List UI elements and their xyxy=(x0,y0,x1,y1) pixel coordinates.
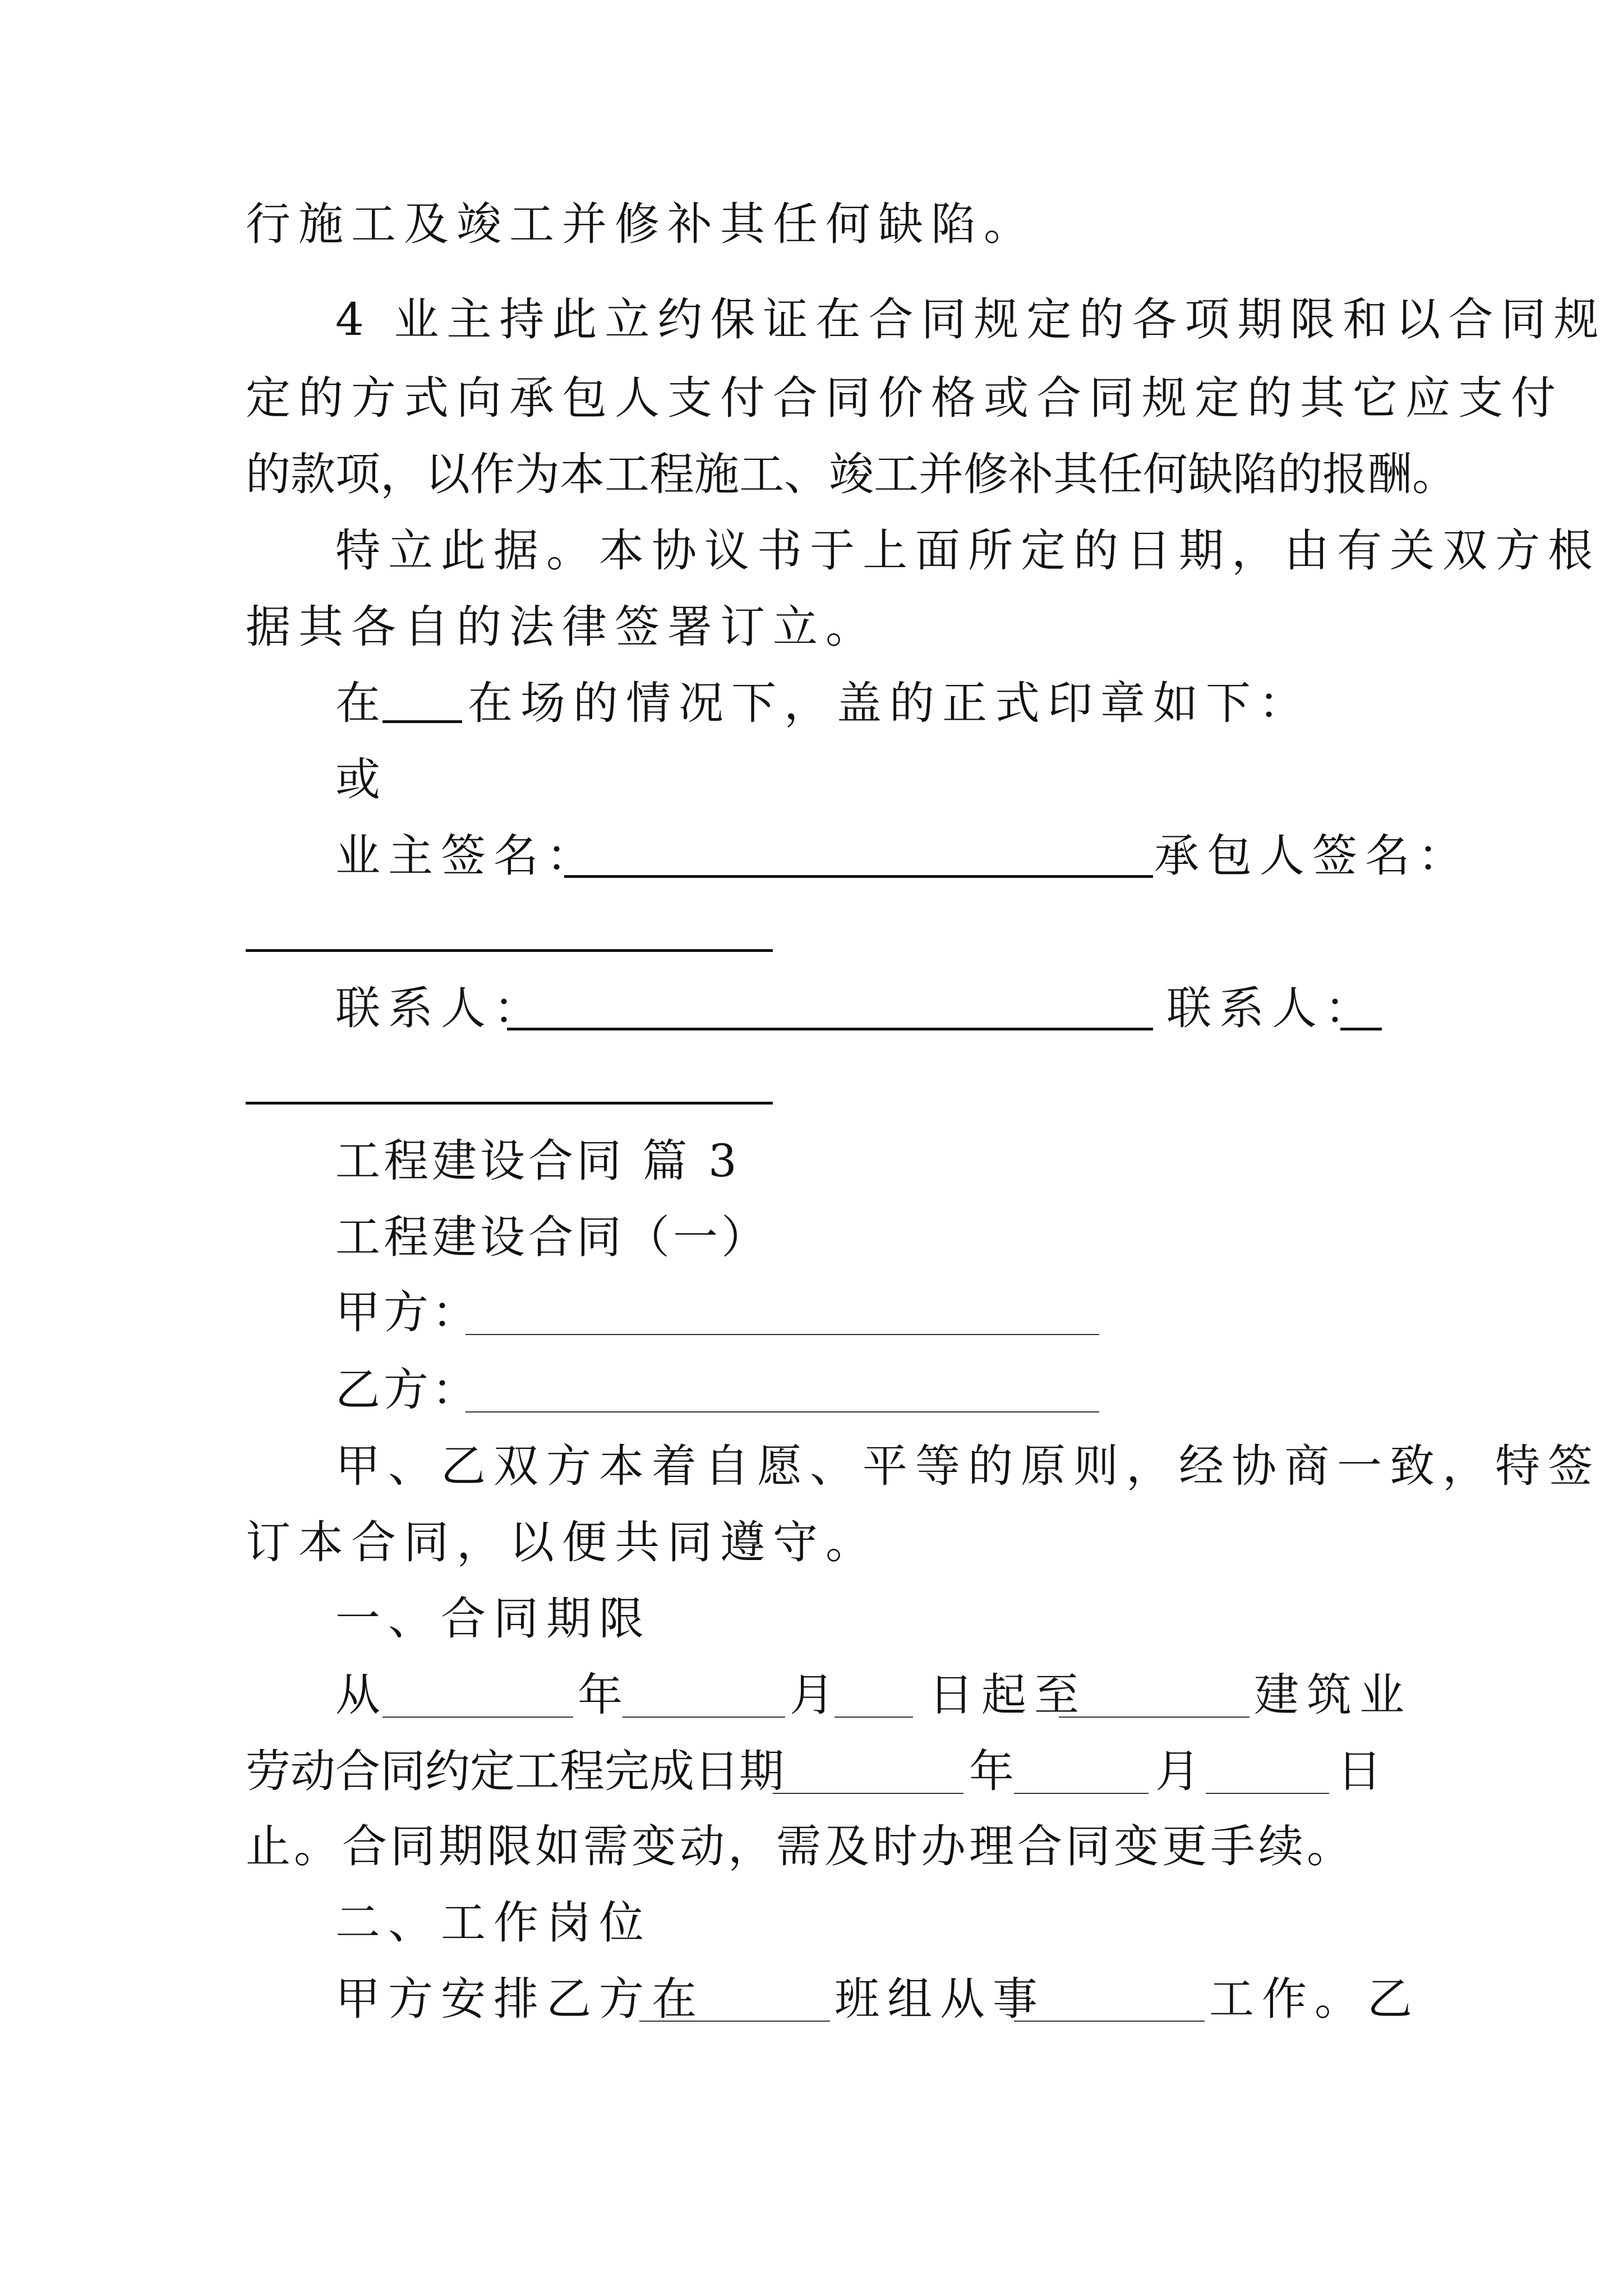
owner-contact-blank xyxy=(507,1028,1153,1030)
start-month-blank xyxy=(623,1717,785,1718)
end-month-blank xyxy=(1014,1793,1149,1794)
contractor-signature-label: 承包人签名： xyxy=(1154,830,1470,882)
paragraph-text: 特立此据。本协议书于上面所定的日期，由有关双方根 xyxy=(335,524,1601,577)
start-year-blank xyxy=(382,1717,573,1718)
party-b-label: 乙方： xyxy=(335,1364,480,1416)
contractor-signature-blank xyxy=(246,949,773,952)
text-line xyxy=(0,969,1623,1048)
text-line xyxy=(0,280,1623,359)
paragraph-text: 班组从事 xyxy=(834,1973,1045,2025)
paragraph-text: 或 xyxy=(335,753,380,806)
paragraph-text: 在场的情况下，盖的正式印章如下： xyxy=(468,677,1311,729)
owner-signature-blank xyxy=(564,875,1153,878)
paragraph-text: 日起至 xyxy=(929,1669,1087,1721)
clause-heading xyxy=(0,1580,1623,1658)
section-title: 工程建设合同 篇 3 xyxy=(335,1135,740,1187)
paragraph-text: 年 xyxy=(969,1745,1014,1797)
text-line xyxy=(0,1656,1623,1734)
paragraph-text: 年 xyxy=(578,1669,623,1721)
clause-title: 二、工作岗位 xyxy=(335,1897,652,1949)
paragraph-text: 甲、乙双方本着自愿、平等的原则，经协商一致，特签 xyxy=(335,1440,1601,1492)
paragraph-text: 甲方安排乙方在 xyxy=(335,1973,704,2025)
paragraph-text: 行施工及竣工并修补其任何缺陷。 xyxy=(246,198,1036,250)
text-line xyxy=(0,1198,1623,1277)
clause-title: 一、合同期限 xyxy=(335,1593,652,1645)
start-day-blank xyxy=(834,1717,913,1718)
party-b-blank xyxy=(465,1411,1099,1412)
paragraph-text: 4 业主持此立约保证在合同规定的各项期限和以合同规 xyxy=(335,293,1607,346)
paragraph-text: 月 xyxy=(790,1669,834,1721)
owner-contact-label: 联系人： xyxy=(335,982,546,1034)
text-line xyxy=(0,1273,1623,1352)
text-line xyxy=(0,588,1623,666)
end-year-blank xyxy=(773,1793,963,1794)
paragraph-text: 工作。乙 xyxy=(1209,1973,1420,2025)
text-line xyxy=(0,185,1623,264)
party-a-blank xyxy=(465,1334,1099,1335)
paragraph-text: 建筑业 xyxy=(1254,1669,1412,1721)
team-blank xyxy=(639,2021,830,2022)
text-line xyxy=(0,664,1623,743)
paragraph-text: 止。合同期限如需变动，需及时办理合同变更手续。 xyxy=(246,1820,1355,1872)
text-line xyxy=(0,1427,1623,1506)
party-a-label: 甲方： xyxy=(335,1286,480,1338)
contractor-contact-label: 联系人： xyxy=(1166,982,1377,1034)
text-line xyxy=(0,1732,1623,1811)
text-line xyxy=(0,817,1623,895)
paragraph-text: 日 xyxy=(1337,1745,1382,1797)
contract-title: 工程建设合同（一） xyxy=(335,1211,769,1263)
contract-name-blank xyxy=(1059,1717,1249,1718)
text-line xyxy=(0,1041,1623,1120)
end-day-blank xyxy=(1206,1793,1329,1794)
text-line xyxy=(0,889,1623,967)
text-line xyxy=(0,740,1623,819)
section-heading xyxy=(0,1122,1623,1200)
paragraph-text: 定的方式向承包人支付合同价格或合同规定的其它应支付 xyxy=(246,372,1564,424)
paragraph-text: 从 xyxy=(335,1669,380,1721)
job-blank xyxy=(1014,2021,1205,2022)
text-line xyxy=(0,1807,1623,1886)
text-line xyxy=(0,1503,1623,1582)
text-line xyxy=(0,1960,1623,2039)
text-line xyxy=(0,1351,1623,1429)
clause-heading xyxy=(0,1884,1623,1962)
contractor-contact-blank xyxy=(246,1102,773,1105)
paragraph-text: 据其各自的法律签署订立。 xyxy=(246,601,878,653)
paragraph-text: 的款项，以作为本工程施工、竣工并修补其任何缺陷的报酬。 xyxy=(246,448,1457,500)
text-line xyxy=(0,512,1623,590)
contractor-contact-blank xyxy=(1340,1028,1382,1030)
text-line xyxy=(0,359,1623,438)
text-line xyxy=(0,435,1623,514)
owner-signature-label: 业主签名： xyxy=(335,830,599,882)
paragraph-text: 月 xyxy=(1155,1745,1200,1797)
paragraph-text: 订本合同，以便共同遵守。 xyxy=(246,1516,878,1568)
paragraph-text: 在 xyxy=(335,677,380,729)
paragraph-text: 劳动合同约定工程完成日期 xyxy=(246,1745,784,1797)
fill-in-blank xyxy=(382,720,462,723)
